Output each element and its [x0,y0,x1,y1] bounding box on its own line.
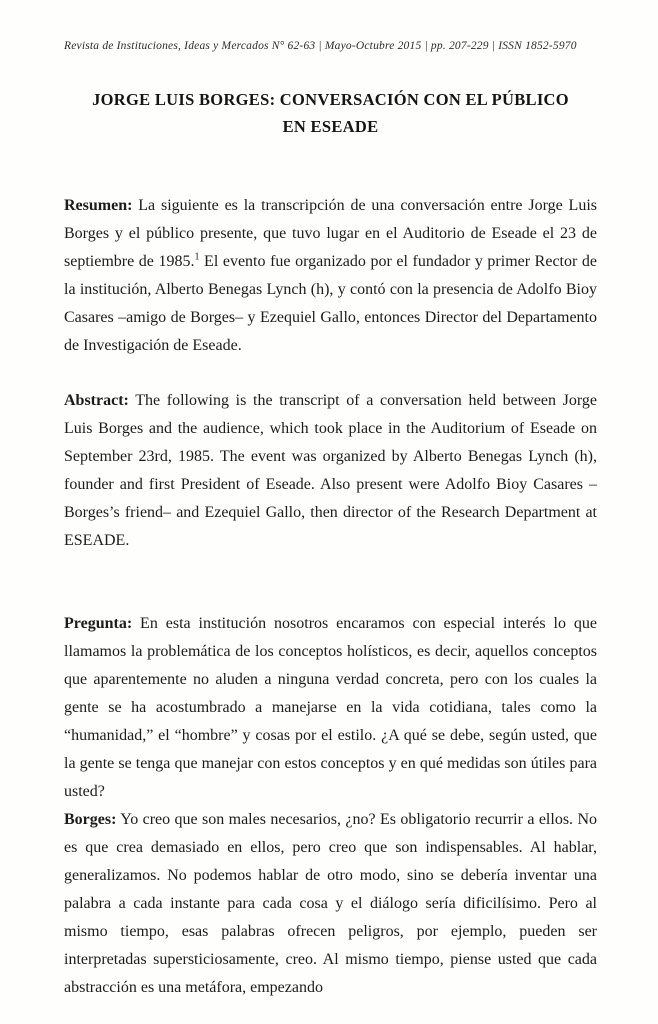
journal-header: Revista de Instituciones, Ideas y Mercados N° 62-63 | Mayo-Octubre 2015 | pp. 207-229 | ISSN 1852-5970 [64,40,577,52]
article-title-line-1: JORGE LUIS BORGES: CONVERSACIÓN CON EL PÚBLICO [92,90,569,109]
pregunta-paragraph [64,610,597,806]
resumen-paragraph [64,192,597,360]
resumen-label: Resumen: [64,197,133,214]
abstract-text: The following is the transcript of a conversation held between Jorge Luis Borges and the audience, which took place in the Auditorium of Eseade on September 23rd, 1985. The event was organized by Alberto Benegas Lynch (h), founder and first President of Eseade. Also present were Adolfo Bioy Casares –Borges’s friend– and Ezequiel Gallo, then director of the Research Department at ESEADE. [64,392,597,549]
borges-paragraph [64,806,597,1002]
resumen-text-after-note: El evento fue organizado por el fundador y primer Rector de la institución, Alberto Benegas Lynch (h), y contó con la presencia de Adolfo Bioy Casares –amigo de Borges– y Ezequiel Gallo, entonces Director del Departamento de Investigación de Eseade. [64,253,597,354]
abstract-label: Abstract: [64,392,129,409]
article-title [64,86,597,140]
abstract-paragraph [64,387,597,555]
footnote-marker-1: 1 [194,251,200,263]
pregunta-text: En esta institución nosotros encaramos con especial interés lo que llamamos la problemática de los conceptos holísticos, es decir, aquellos conceptos que aparentemente no aluden a ninguna verdad concreta, pero con los cuales la gente se ha acostumbrado a manejarse en la vida cotidiana, tales como la “humanidad,” el “hombre” y cosas por el estilo. ¿A qué se debe, según usted, que la gente se tenga que manejar con estos conceptos y en qué medidas son útiles para usted? [64,615,597,800]
pregunta-label: Pregunta: [64,615,133,632]
borges-text: Yo creo que son males necesarios, ¿no? Es obligatorio recurrir a ellos. No es que crea demasiado en ellos, pero creo que son indispensables. Al hablar, generalizamos. No podemos hablar de otro modo, sino se debería inventar una palabra a cada instante para cada cosa y el diálogo sería dificilísimo. Pero al mismo tiempo, esas palabras ofrecen peligros, por ejemplo, pueden ser interpretadas supersticiosamente, creo. Al mismo tiempo, piense usted que cada abstracción es una metáfora, empezando [64,811,597,996]
article-title-line-2: EN ESEADE [282,117,379,136]
borges-label: Borges: [64,811,117,828]
resumen-text-before-note: La siguiente es la transcripción de una conversación entre Jorge Luis Borges y el público presente, que tuvo lugar en el Auditorio de Eseade el 23 de septiembre de 1985. [64,197,597,270]
